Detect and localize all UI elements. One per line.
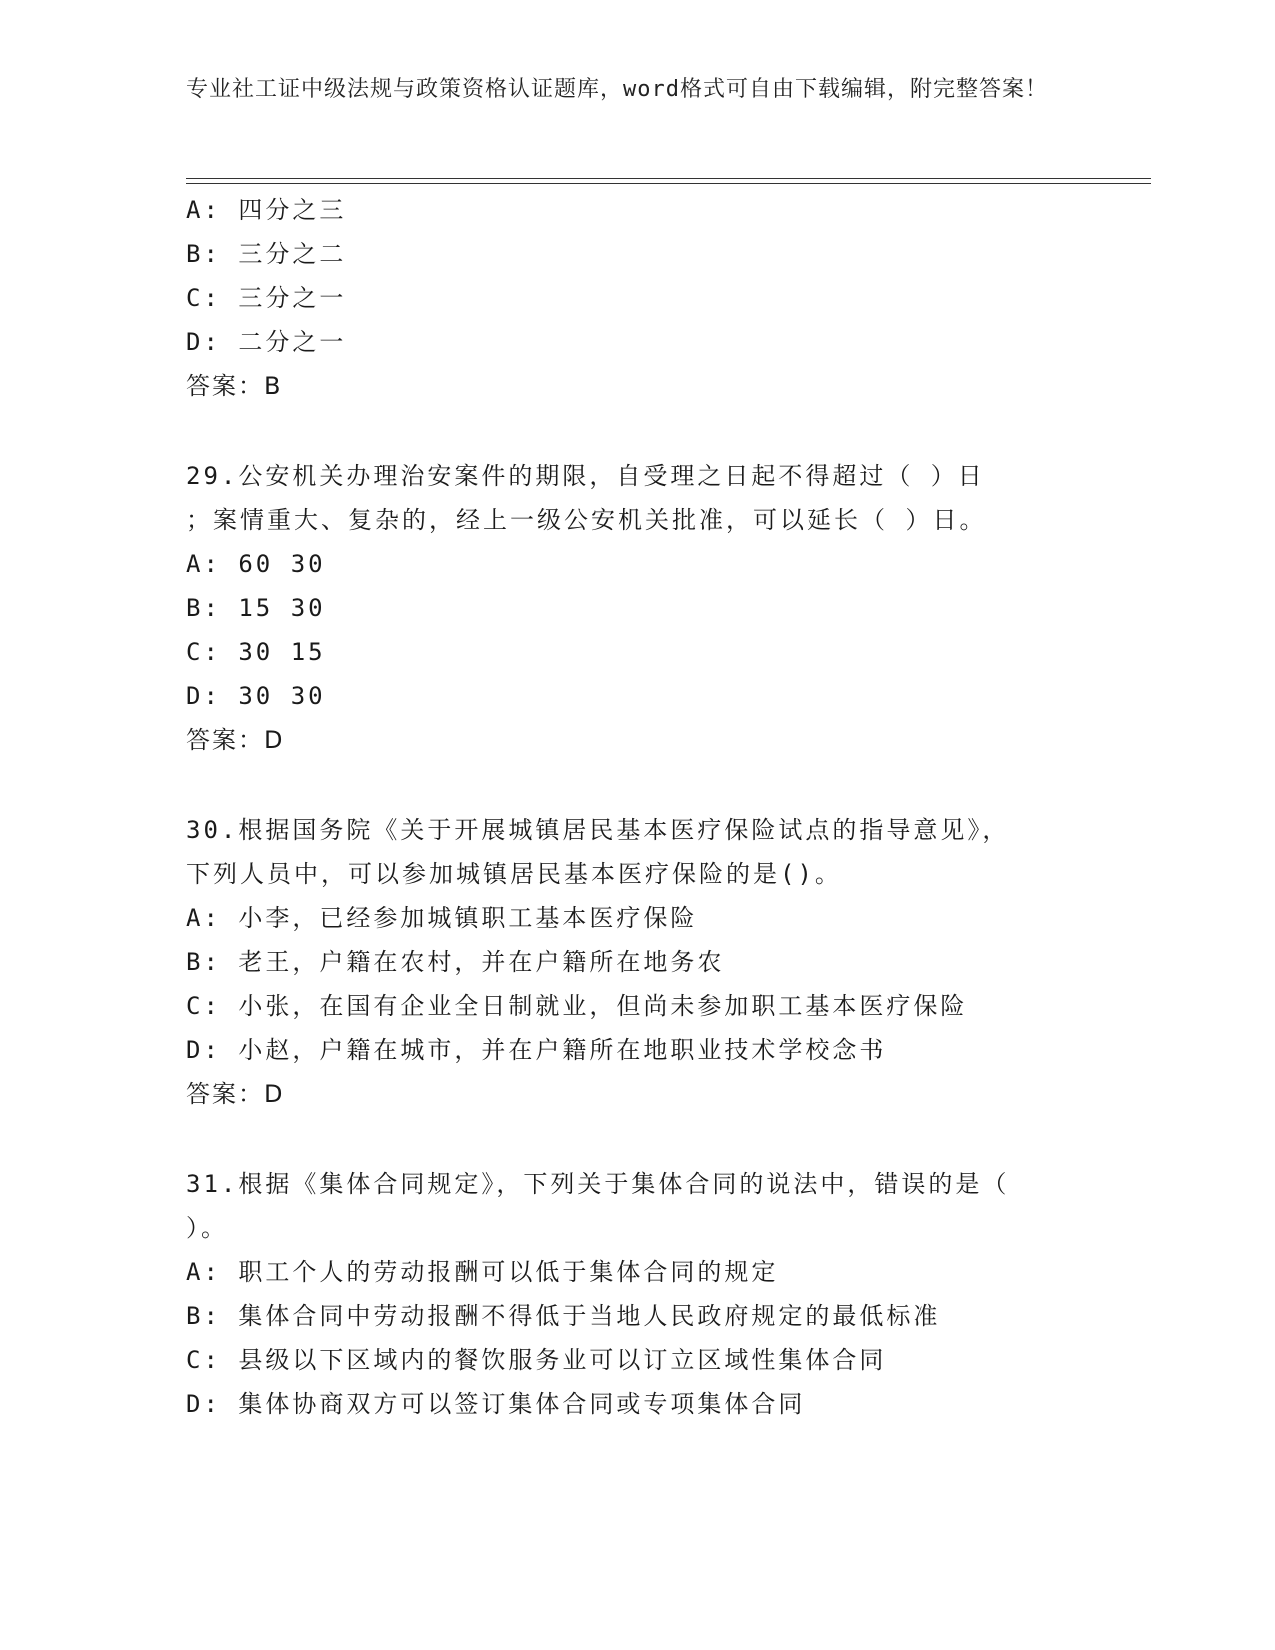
q30-stem-line-1: 30.根据国务院《关于开展城镇居民基本医疗保险试点的指导意见》， xyxy=(186,816,1010,844)
q29-option-c: C: 30 15 xyxy=(186,638,326,666)
q28-option-c: C: 三分之一 xyxy=(186,284,347,312)
q30-answer: 答案：D xyxy=(186,1080,285,1108)
q30-option-b: B: 老王，户籍在农村，并在户籍所在地务农 xyxy=(186,948,725,976)
q29-stem-line-2: ；案情重大、复杂的，经上一级公安机关批准，可以延长（ ）日。 xyxy=(186,506,987,534)
q31-option-b: B: 集体合同中劳动报酬不得低于当地人民政府规定的最低标准 xyxy=(186,1302,941,1330)
q29-option-b: B: 15 30 xyxy=(186,594,326,622)
q30-option-c: C: 小张，在国有企业全日制就业，但尚未参加职工基本医疗保险 xyxy=(186,992,968,1020)
q28-answer: 答案：B xyxy=(186,372,283,400)
q31-option-a: A: 职工个人的劳动报酬可以低于集体合同的规定 xyxy=(186,1258,779,1286)
q28-option-a: A: 四分之三 xyxy=(186,196,347,224)
q29-stem-line-1: 29.公安机关办理治安案件的期限，自受理之日起不得超过（ ）日 xyxy=(186,462,985,490)
q31-stem-line-1: 31.根据《集体合同规定》，下列关于集体合同的说法中，错误的是（ xyxy=(186,1170,1010,1198)
q28-option-d: D: 二分之一 xyxy=(186,328,347,356)
q31-stem-line-2: ）。 xyxy=(186,1214,228,1242)
q30-stem-line-2: 下列人员中，可以参加城镇居民基本医疗保险的是()。 xyxy=(186,860,842,888)
q31-option-c: C: 县级以下区域内的餐饮服务业可以订立区域性集体合同 xyxy=(186,1346,887,1374)
q29-option-d: D: 30 30 xyxy=(186,682,326,710)
document-header: 专业社工证中级法规与政策资格认证题库，word格式可自由下载编辑，附完整答案！ xyxy=(186,77,1048,102)
header-divider-top xyxy=(186,178,1151,179)
q28-option-b: B: 三分之二 xyxy=(186,240,347,268)
q29-answer: 答案：D xyxy=(186,726,285,754)
q29-option-a: A: 60 30 xyxy=(186,550,326,578)
q31-option-d: D: 集体协商双方可以签订集体合同或专项集体合同 xyxy=(186,1390,806,1418)
header-divider-bottom xyxy=(186,183,1151,184)
q30-option-d: D: 小赵，户籍在城市，并在户籍所在地职业技术学校念书 xyxy=(186,1036,887,1064)
q30-option-a: A: 小李，已经参加城镇职工基本医疗保险 xyxy=(186,904,698,932)
